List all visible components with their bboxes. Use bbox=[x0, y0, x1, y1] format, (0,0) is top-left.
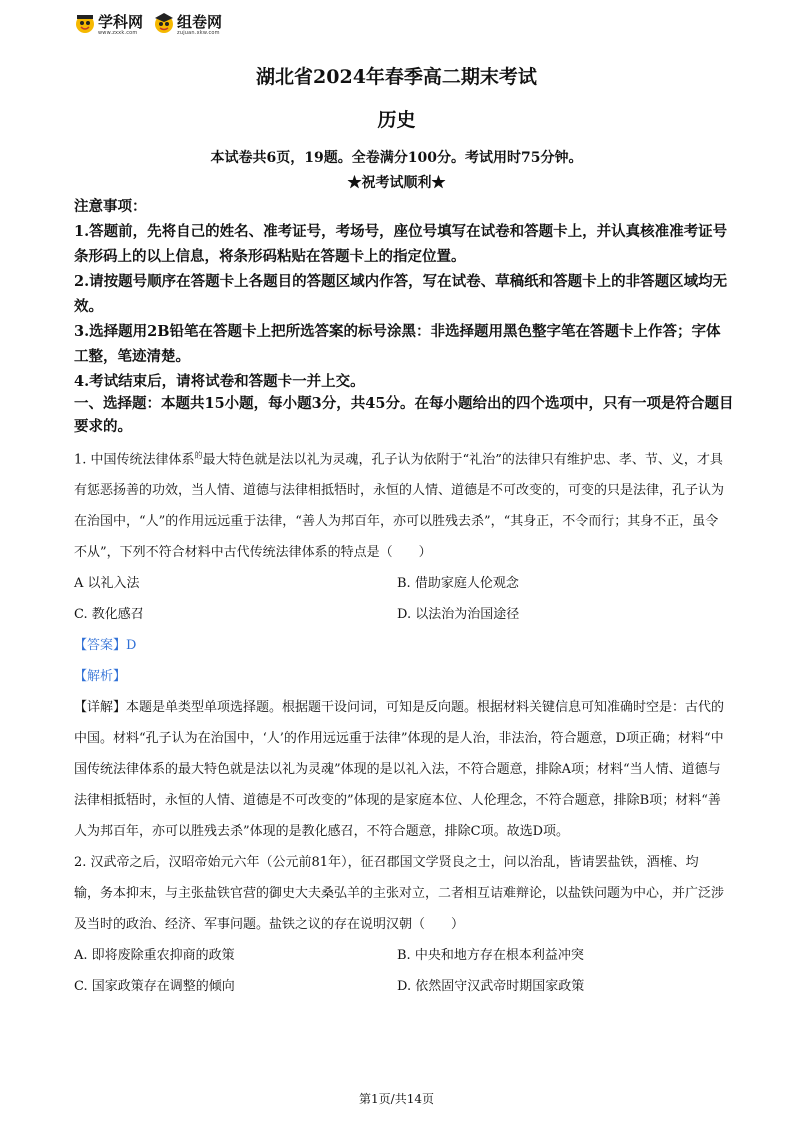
logo-name: 组卷网 bbox=[177, 13, 223, 31]
analysis-tag: 【解析】 bbox=[74, 669, 127, 685]
section-header bbox=[74, 392, 734, 438]
zujuanwang-logo bbox=[153, 12, 222, 38]
option-c: C. 国家政策存在调整的倾向 bbox=[74, 979, 235, 995]
header-logos bbox=[74, 13, 232, 37]
analysis-line bbox=[74, 661, 724, 692]
watermark-char: 的 bbox=[194, 451, 203, 460]
notes-heading: 注意事项： bbox=[74, 198, 147, 215]
notes-item: 4.考试结束后，请将试卷和答题卡一并上交。 bbox=[74, 373, 365, 390]
option-a: A. 即将废除重农抑商的政策 bbox=[74, 948, 235, 964]
logo-url: zujuan.xkw.com bbox=[177, 30, 220, 36]
option-b: B. 中央和地方存在根本利益冲突 bbox=[397, 948, 584, 964]
questions bbox=[74, 440, 724, 1002]
logo-url: www.zxxk.com bbox=[98, 30, 138, 36]
question-2-stem: 2. 汉武帝之后，汉昭帝始元六年（公元前81年），征召郡国文学贤良之士，问以治乱，皆请罢盐铁，酒榷、均输，务本抑末，与主张盐铁官营的御史大夫桑弘羊的主张对立，二者相互诘难辩论，以盐铁问题为中心，并广泛涉及当时的政治、经济、军事问题。盐铁之议的存在说明汉朝（ ） bbox=[74, 855, 725, 933]
option-d: D. 依然固守汉武帝时期国家政策 bbox=[397, 979, 585, 995]
exam-title: 湖北省2024年春季高二期末考试 bbox=[256, 66, 537, 88]
option-d: D. 以法治为治国途径 bbox=[397, 607, 520, 623]
question-1-options bbox=[74, 568, 724, 630]
exam-subject: 历史 bbox=[377, 109, 416, 131]
option-c: C. 教化感召 bbox=[74, 607, 144, 623]
question-1-text: 最大特色就是法以礼为灵魂，孔子认为依附于“礼治”的法律只有维护忠、孝、节、义，才具有惩恶扬善的功效，当人情、道德与法律相抵牾时，永恒的人情、道德是不可改变的，可变的只是法律，孔子认为在治国中，“人”的作用远远重于法律，“善人为邦百年，亦可以胜残去杀”，“其身正，不令而行；其身不正，虽令不从”，下列不符合材料中古代传统法律体系的特点是（ ） bbox=[74, 452, 725, 561]
notes-item: 3.选择题用2B铅笔在答题卡上把所选答案的标号涂黑：非选择题用黑色整字笔在答题卡上作答；字体工整，笔迹清楚。 bbox=[74, 323, 721, 365]
answer-line bbox=[74, 630, 724, 661]
logo-name: 学科网 bbox=[98, 13, 144, 31]
question-1-prefix: 1. 中国传统法律体系 bbox=[74, 452, 195, 468]
exam-wish: ★祝考试顺利★ bbox=[347, 175, 446, 191]
answer-tag: 【答案】D bbox=[74, 638, 137, 654]
xuekewang-logo bbox=[74, 12, 143, 38]
section-header-text: 一、选择题：本题共15小题，每小题3分，共45分。在每小题给出的四个选项中，只有一项是符合题目要求的。 bbox=[74, 395, 734, 435]
mascot-icon bbox=[153, 12, 175, 38]
detail-text: 【详解】本题是单类型单项选择题。根据题干设问词，可知是反向题。根据材料关键信息可知准确时空是：古代的中国。材料“孔子认为在治国中，‘人’的作用远远重于法律”体现的是人治，非法治，符合题意，D项正确；材料“中国传统法律体系的最大特色就是法以礼为灵魂”体现的是以礼入法，不符合题意，排除A项；材料“当人情、道德与法律相抵牾时，永恒的人情、道德是不可改变的”体现的是家庭本位、人伦理念，不符合题意，排除B项；材料“善人为邦百年，亦可以胜残去杀”体现的是教化感召，不符合题意，排除C项。故选D项。 bbox=[74, 700, 725, 840]
question-2-options bbox=[74, 940, 724, 1002]
option-b: B. 借助家庭人伦观念 bbox=[397, 576, 519, 592]
question-1-stem bbox=[74, 440, 724, 568]
option-a: A 以礼入法 bbox=[74, 576, 140, 592]
notes-item: 2.请按题号顺序在答题卡上各题目的答题区域内作答，写在试卷、草稿纸和答题卡上的非答题区域均无效。 bbox=[74, 273, 728, 315]
notes-block bbox=[74, 194, 734, 394]
page-number: 第1页/共14页 bbox=[359, 1092, 434, 1106]
mascot-icon bbox=[74, 12, 96, 38]
notes-item: 1.答题前，先将自己的姓名、准考证号，考场号，座位号填写在试卷和答题卡上，并认真核准准考证号条形码上的以上信息，将条形码粘贴在答题卡上的指定位置。 bbox=[74, 223, 728, 265]
exam-info: 本试卷共6页，19题。全卷满分100分。考试用时75分钟。 bbox=[210, 150, 583, 166]
